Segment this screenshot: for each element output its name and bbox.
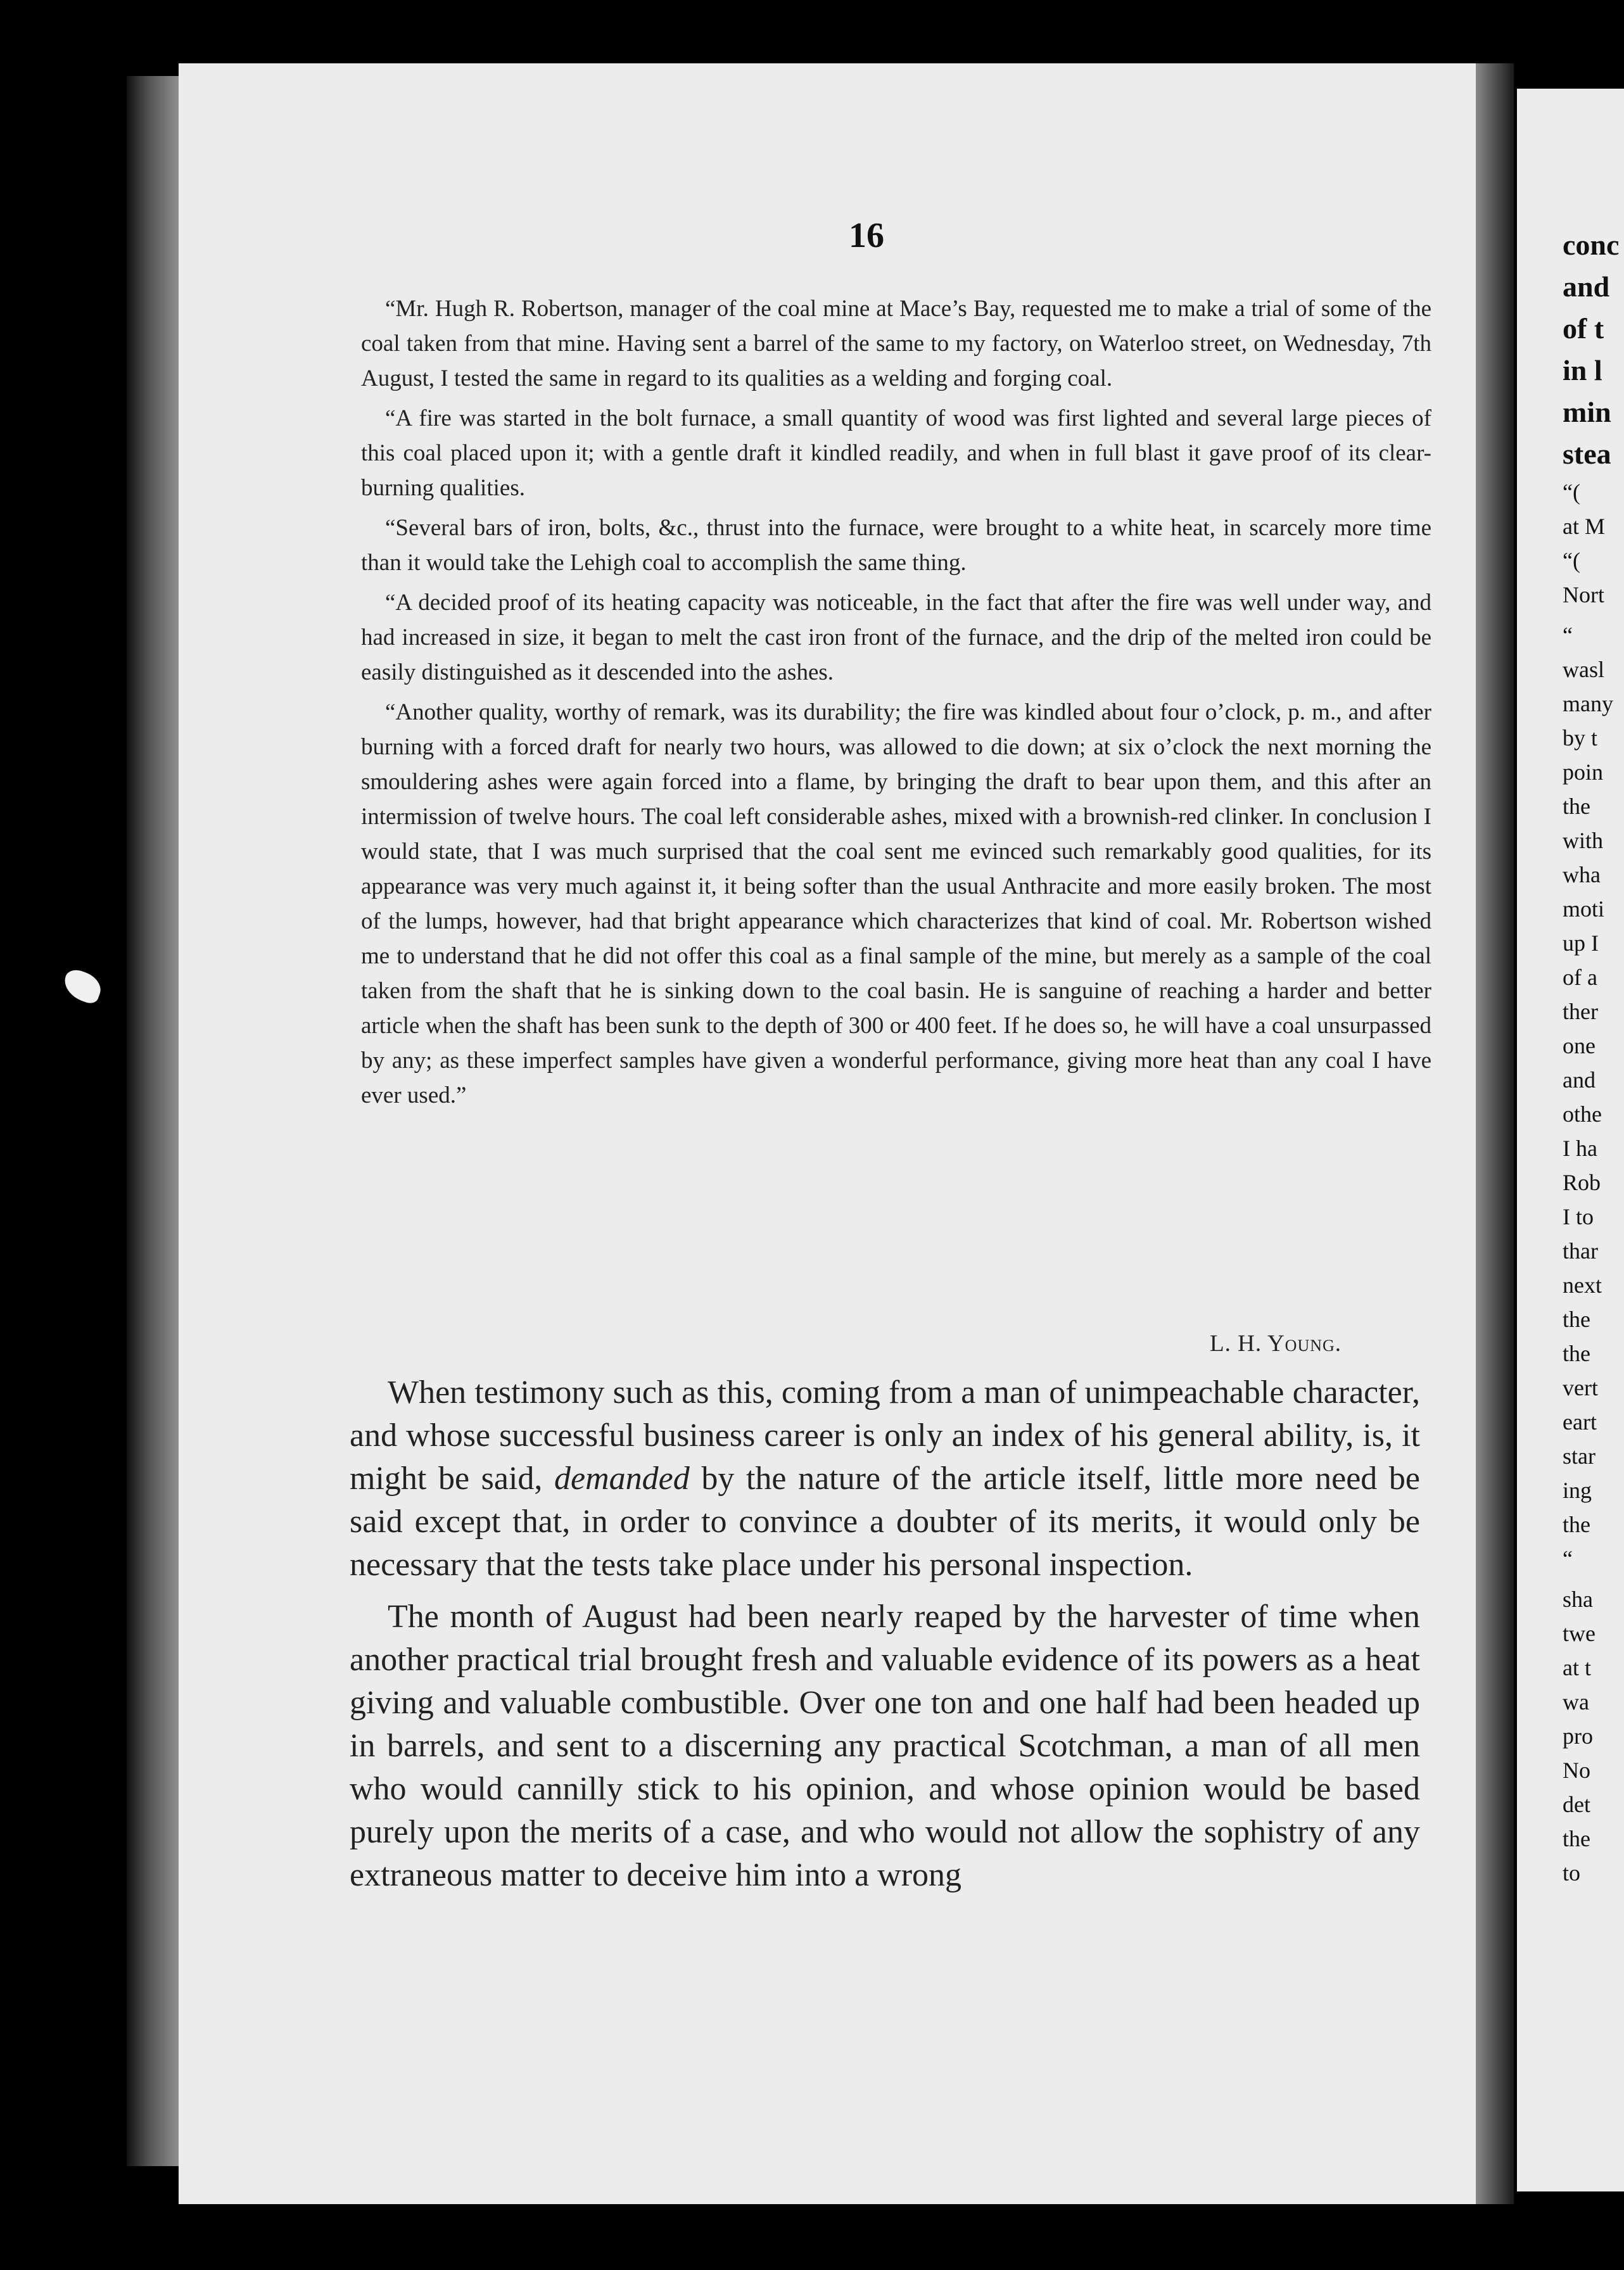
facing-page-fragment: twe bbox=[1563, 1621, 1595, 1646]
facing-page-fragment: Nort bbox=[1563, 582, 1604, 607]
facing-page-fragment: vert bbox=[1563, 1375, 1598, 1400]
facing-page-fragment: wasl bbox=[1563, 657, 1604, 682]
facing-page-fragment: “ bbox=[1563, 623, 1573, 648]
facing-page-fragment: to bbox=[1563, 1860, 1581, 1886]
facing-page-fragment: pro bbox=[1563, 1723, 1593, 1749]
quoted-letter bbox=[361, 291, 1431, 1113]
letter-paragraph: “Mr. Hugh R. Robertson, manager of the coal mine at Mace’s Bay, requested me to make a trial of some of the coal taken from that mine. Having sent a barrel of the same to my factory, on Waterloo street, on Wednesday, 7th August, I tested the same in regard to its qualities as a welding and forging coal. bbox=[361, 296, 1431, 391]
letter-signature: L. H. Young. bbox=[1210, 1331, 1342, 1357]
facing-page-fragment: ther bbox=[1563, 999, 1598, 1024]
facing-page-fragment: othe bbox=[1563, 1101, 1602, 1127]
paper-blot bbox=[60, 967, 105, 1006]
facing-page-fragment: of a bbox=[1563, 965, 1597, 990]
facing-page-fragment: poin bbox=[1563, 759, 1604, 785]
facing-page-fragment: thar bbox=[1563, 1238, 1598, 1264]
facing-page-fragment: in l bbox=[1563, 354, 1602, 386]
page-binding-shadow bbox=[127, 76, 184, 2166]
facing-page-fragment: and bbox=[1563, 270, 1610, 303]
facing-page-fragment: of t bbox=[1563, 312, 1604, 345]
facing-page-fragment: “ bbox=[1563, 1546, 1573, 1571]
facing-page-fragment: the bbox=[1563, 1341, 1590, 1366]
emphasized-word: demanded bbox=[554, 1461, 690, 1497]
facing-page-fragment: det bbox=[1563, 1792, 1590, 1817]
facing-page-fragment: wa bbox=[1563, 1689, 1589, 1715]
facing-page-fragment: min bbox=[1563, 396, 1611, 428]
facing-page-fragment: eart bbox=[1563, 1409, 1597, 1435]
body-text bbox=[350, 1371, 1420, 1897]
facing-page-fragment: and bbox=[1563, 1067, 1595, 1093]
facing-page-fragment: Rob bbox=[1563, 1170, 1601, 1195]
facing-page-fragment: the bbox=[1563, 1512, 1590, 1537]
body-paragraph bbox=[350, 1371, 1420, 1587]
facing-page-fragment: up I bbox=[1563, 930, 1599, 956]
body-text-run: When testimony such as this, coming from a man of unimpeachable character, and whose successful business career is only an index of his general ability, is, it might be said, bbox=[350, 1374, 1420, 1497]
facing-page-fragment: sha bbox=[1563, 1587, 1593, 1612]
facing-page-fragment: No bbox=[1563, 1758, 1590, 1783]
body-paragraph: The month of August had been nearly reaped by the harvester of time when another practical trial brought fresh and valuable evidence of its powers as a heat giving and valuable combustible. Over one ton and one half had been headed up in barrels, and sent to a discerning any practical Scotchman, a man of all men who would cannilly stick to his opinion, and whose opinion would be based purely upon the merits of a case, and who would not allow the sophistry of any extraneous matter to deceive him into a wrong bbox=[350, 1599, 1420, 1893]
facing-page-fragment: “( bbox=[1563, 548, 1580, 573]
page-number: 16 bbox=[849, 216, 884, 255]
facing-page-fragment: moti bbox=[1563, 896, 1605, 922]
facing-page-fragment: the bbox=[1563, 1826, 1590, 1851]
letter-paragraph: “A decided proof of its heating capacity was noticeable, in the fact that after the fire was well under way, and had increased in size, it began to melt the cast iron front of the furnace, and the drip of the melted iron could be easily distinguished as it descended into the ashes. bbox=[361, 590, 1431, 685]
facing-page-fragment: by t bbox=[1563, 725, 1598, 751]
gutter-shadow bbox=[1476, 63, 1514, 2204]
letter-paragraph: “Several bars of iron, bolts, &c., thrust into the furnace, were brought to a white heat, in scarcely more time than it would take the Lehigh coal to accomplish the same thing. bbox=[361, 515, 1431, 576]
letter-paragraph: “A fire was started in the bolt furnace, a small quantity of wood was first lighted and several large pieces of this coal placed upon it; with a gentle draft it kindled readily, and when in full blast it gave proof of its clear-burning qualities. bbox=[361, 405, 1431, 501]
facing-page-fragment: wha bbox=[1563, 862, 1601, 887]
facing-page-fragment: one bbox=[1563, 1033, 1595, 1058]
facing-page-fragment: conc bbox=[1563, 229, 1620, 261]
facing-page-fragment: the bbox=[1563, 1307, 1590, 1332]
body-text-run: by the nature of the article itself, little more need be said except that, in order to convince a doubter of its merits, it would only be necessary that the tests take place under his personal inspection. bbox=[350, 1461, 1420, 1583]
facing-page-fragment: many bbox=[1563, 691, 1613, 716]
facing-page-fragment: next bbox=[1563, 1272, 1602, 1298]
letter-paragraph: “Another quality, worthy of remark, was its durability; the fire was kindled about four o’clock, p. m., and after burning with a forced draft for nearly two hours, was allowed to die down; at six o’clock the next morning the smouldering ashes were again forced into a flame, by bringing the draft to bear upon them, and this after an intermission of twelve hours. The coal left considerable ashes, mixed with a brownish-red clinker. In conclusion I would state, that I was much surprised that the coal sent me evinced such remarkably good qualities, for its appearance was very much against it, it being softer than the usual Anthracite and more easily broken. The most of the lumps, however, had that bright appearance which characterizes that kind of coal. Mr. Robertson wished me to understand that he did not offer this coal as a final sample of the mine, but merely as a sample of the coal taken from the shaft that he is sinking down to the coal basin. He is sanguine of reaching a harder and better article when the shaft has been sunk to the depth of 300 or 400 feet. If he does so, he will have a coal unsurpassed by any; as these imperfect samples have given a wonderful performance, giving more heat than any coal I have ever used.” bbox=[361, 699, 1431, 1108]
facing-page-fragment: I ha bbox=[1563, 1136, 1597, 1161]
facing-page-fragment: at t bbox=[1563, 1655, 1591, 1680]
facing-page bbox=[1517, 89, 1624, 2191]
facing-page-fragment: stea bbox=[1563, 438, 1611, 470]
facing-page-fragment: star bbox=[1563, 1443, 1595, 1469]
facing-page-fragment: with bbox=[1563, 828, 1604, 853]
facing-page-fragment: the bbox=[1563, 794, 1590, 819]
facing-page-fragment: I to bbox=[1563, 1204, 1594, 1229]
facing-page-fragment: “( bbox=[1563, 479, 1580, 505]
facing-page-fragment: at M bbox=[1563, 514, 1605, 539]
facing-page-fragment: ing bbox=[1563, 1478, 1592, 1503]
